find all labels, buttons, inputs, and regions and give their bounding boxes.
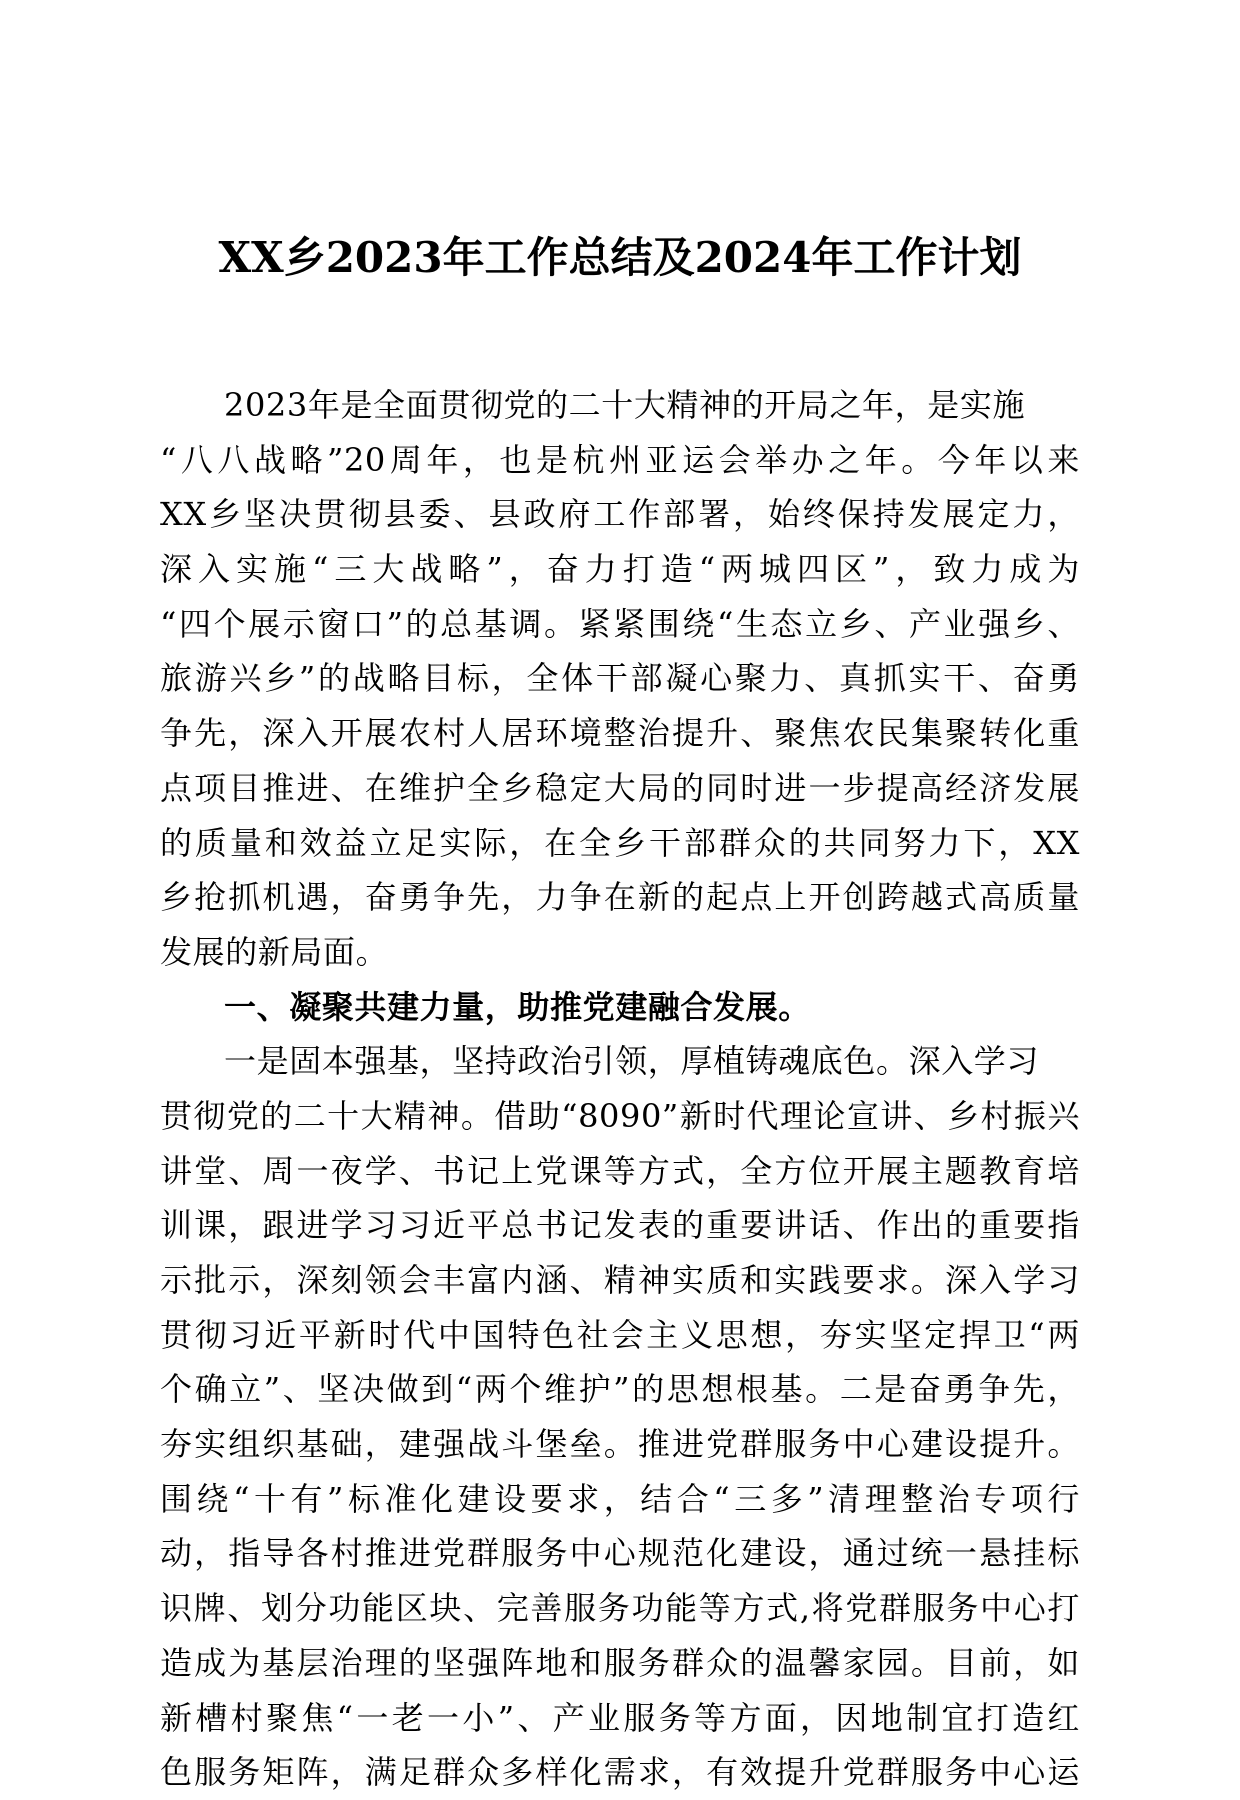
paragraph-line: 识牌、划分功能区块、完善服务功能等方式,将党群服务中心打 [160,1589,1080,1628]
paragraph-line: 示批示，深刻领会丰富内涵、精神实质和实践要求。深入学习 [160,1261,1080,1299]
paragraph-line: “八八战略”20周年，也是杭州亚运会举办之年。今年以来 [160,440,1080,479]
paragraph-line: 动，指导各村推进党群服务中心规范化建设，通过统一悬挂标 [160,1534,1080,1573]
paragraph-line: 乡抢抓机遇，奋勇争先，力争在新的起点上开创跨越式高质量 [160,878,1080,917]
paragraph-line: 新槽村聚焦“一老一小”、产业服务等方面，因地制宜打造红 [160,1698,1080,1737]
section-heading: 一、凝聚共建力量，助推党建融合发展。 [224,987,811,1026]
paragraph-line: 旅游兴乡”的战略目标，全体干部凝心聚力、真抓实干、奋勇 [160,659,1080,698]
paragraph-line: 一是固本强基，坚持政治引领，厚植铸魂底色。深入学习 [224,1042,1040,1081]
paragraph-line: XX乡坚决贯彻县委、县政府工作部署，始终保持发展定力， [160,495,1080,534]
paragraph-line: 争先，深入开展农村人居环境整治提升、聚焦农民集聚转化重 [160,714,1080,753]
paragraph-line: 训课，跟进学习习近平总书记发表的重要讲话、作出的重要指 [160,1206,1080,1245]
paragraph-line: 点项目推进、在维护全乡稳定大局的同时进一步提高经济发展 [160,768,1080,807]
paragraph-line: 讲堂、周一夜学、书记上党课等方式，全方位开展主题教育培 [160,1151,1080,1190]
paragraph-line: 贯彻党的二十大精神。借助“8090”新时代理论宣讲、乡村振兴 [160,1096,1080,1135]
paragraph-line: 的质量和效益立足实际，在全乡干部群众的共同努力下，XX [160,823,1080,862]
paragraph-line: 深入实施“三大战略”，奋力打造“两城四区”，致力成为 [160,550,1080,589]
paragraph-line: 2023年是全面贯彻党的二十大精神的开局之年，是实施 [224,386,1026,424]
paragraph-line: “四个展示窗口”的总基调。紧紧围绕“生态立乡、产业强乡、 [160,604,1080,643]
paragraph-line: 围绕“十有”标准化建设要求，结合“三多”清理整治专项行 [160,1479,1080,1518]
paragraph-line: 夯实组织基础，建强战斗堡垒。推进党群服务中心建设提升。 [160,1425,1080,1464]
paragraph-line: 个确立”、坚决做到“两个维护”的思想根基。二是奋勇争先， [160,1370,1080,1409]
paragraph-line: 发展的新局面。 [160,932,389,971]
document-body [160,378,1080,1800]
paragraph-line: 贯彻习近平新时代中国特色社会主义思想，夯实坚定捍卫“两 [160,1315,1080,1354]
document-title: XX乡2023年工作总结及2024年工作计划 [218,233,1022,282]
paragraph-line: 色服务矩阵，满足群众多样化需求，有效提升党群服务中心运 [160,1753,1080,1792]
paragraph-line: 造成为基层治理的坚强阵地和服务群众的温馨家园。目前，如 [160,1643,1080,1682]
